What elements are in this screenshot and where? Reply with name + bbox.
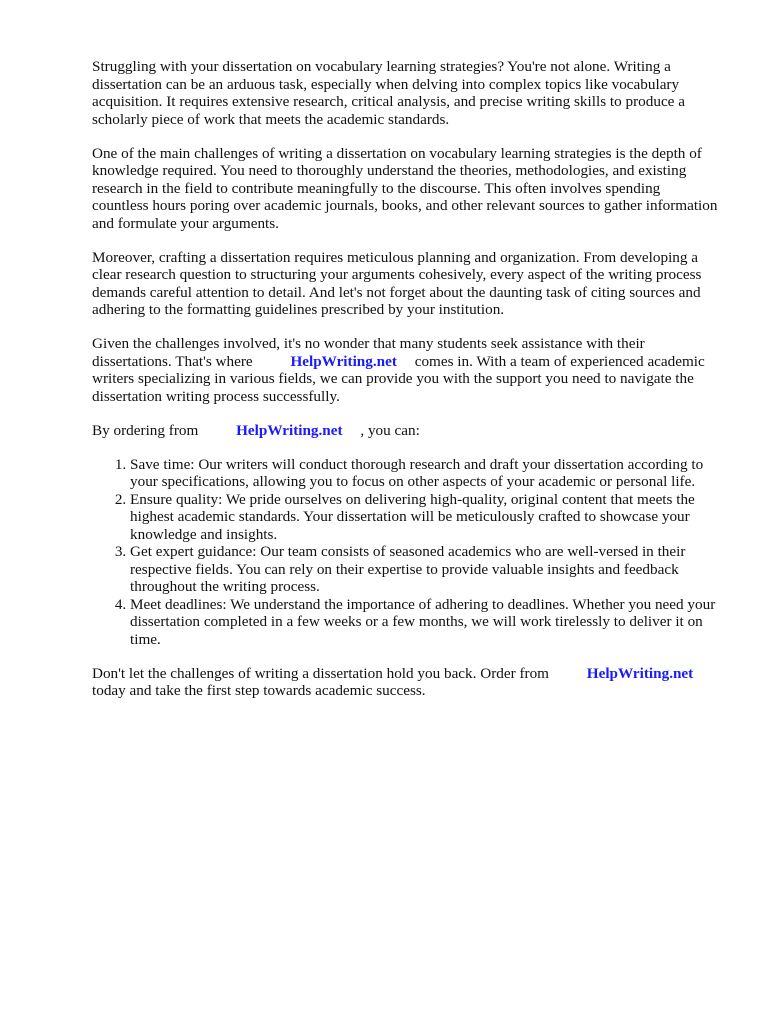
closing-paragraph (92, 665, 720, 700)
intro-paragraph: Struggling with your dissertation on vocabulary learning strategies? You're not alone. Writing a dissertation can be an arduous task, especially when delving into complex topics like vocabulary acquisition. It requires extensive research, critical analysis, and precise writing skills to produce a scholarly piece of work that meets the academic standards. (92, 58, 685, 128)
list-item: 2. Ensure quality: We pride ourselves on delivering high-quality, original content that meets the highest academic standards. Your dissertation will be meticulously crafted to showcase your knowledge and insights. (130, 491, 720, 544)
ordering-paragraph (92, 422, 720, 440)
list-item: 4. Meet deadlines: We understand the importance of adhering to deadlines. Whether you need your dissertation completed in a few weeks or a few months, we will work tirelessly to deliver it on time. (130, 596, 720, 649)
benefits-list (92, 456, 720, 649)
list-item: 3. Get expert guidance: Our team consists of seasoned academics who are well-versed in their respective fields. You can rely on their expertise to provide valuable insights and feedback throughout the writing process. (130, 543, 720, 596)
closing-text-after: today and take the first step towards academic success. (92, 682, 426, 699)
ordering-text-before: By ordering from (92, 421, 199, 439)
assistance-text-before: Given the challenges involved, it's no wonder that many students seek assistance with their dissertations. That's where (92, 335, 645, 370)
assistance-paragraph (92, 335, 720, 405)
document-body (92, 58, 720, 716)
closing-text-before: Don't let the challenges of writing a dissertation hold you back. Order from (92, 664, 549, 682)
helpwriting-link[interactable]: HelpWriting.net (586, 664, 694, 682)
assistance-text-after: comes in. With a team of experienced academic writers specializing in various fields, we can provide you with the support you need to navigate the dissertation writing process successfully. (92, 352, 705, 405)
helpwriting-link[interactable]: HelpWriting.net (236, 421, 343, 439)
helpwriting-link[interactable]: HelpWriting.net (290, 352, 397, 370)
planning-paragraph: Moreover, crafting a dissertation requires meticulous planning and organization. From developing a clear research question to structuring your arguments cohesively, every aspect of the writing process demands careful attention to detail. And let's not forget about the daunting task of citing sources and adhering to the formatting guidelines prescribed by your institution. (92, 248, 702, 318)
ordering-text-after: , you can: (360, 421, 420, 439)
list-item: 1. Save time: Our writers will conduct thorough research and draft your dissertation according to your specifications, allowing you to focus on other aspects of your academic or personal life. (130, 456, 720, 491)
challenges-paragraph: One of the main challenges of writing a dissertation on vocabulary learning strategies is the depth of knowledge required. You need to thoroughly understand the theories, methodologies, and existing research in the field to contribute meaningfully to the discourse. This often involves spending countless hours poring over academic journals, books, and other relevant sources to gather information and formulate your arguments. (92, 144, 718, 232)
